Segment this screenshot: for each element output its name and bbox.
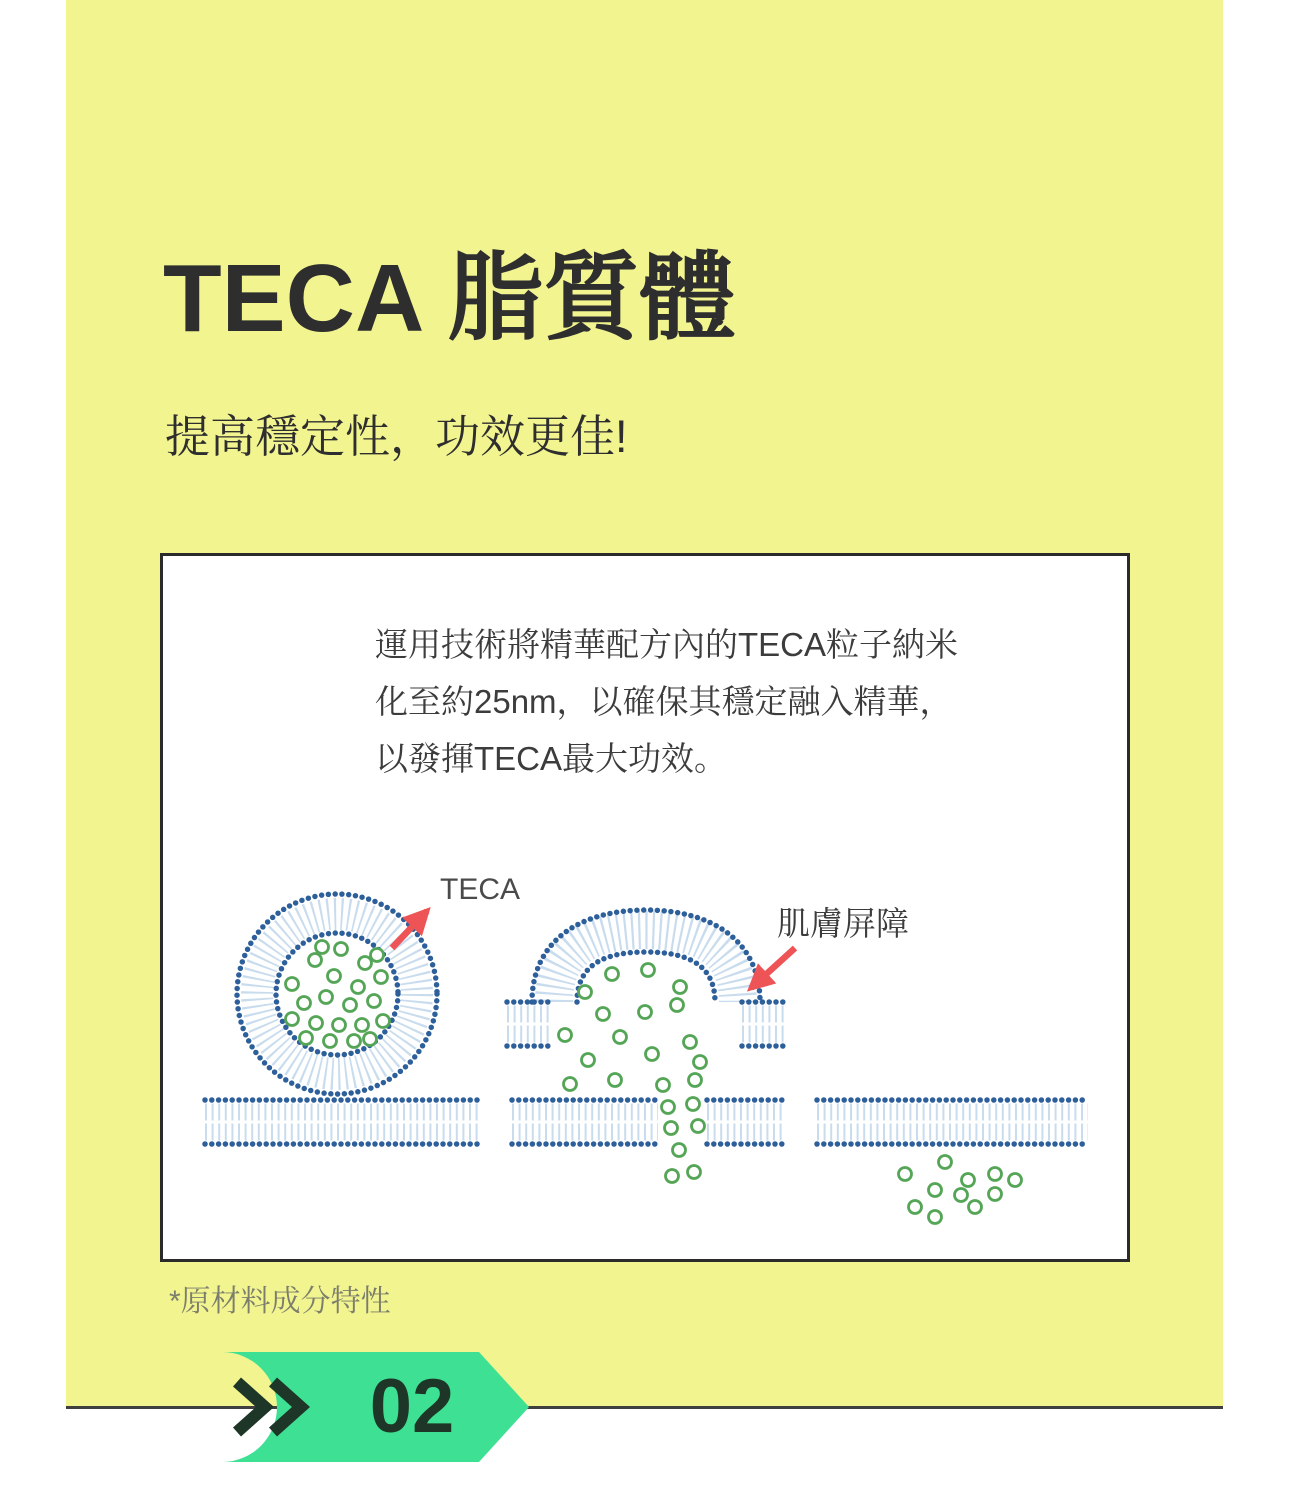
teca-particle xyxy=(684,1036,697,1049)
step-badge xyxy=(167,1352,529,1462)
teca-particle xyxy=(666,1170,679,1183)
teca-particle xyxy=(909,1201,922,1214)
liposome-intact xyxy=(237,894,437,1094)
teca-particle xyxy=(665,1122,678,1135)
badge-number: 02 xyxy=(369,1364,455,1449)
step-badge-graphic xyxy=(167,1352,529,1462)
page-title: TECA 脂質體 xyxy=(163,245,736,352)
teca-particle xyxy=(310,1017,323,1030)
liposome-fusing-dome xyxy=(532,910,760,1002)
liposome-penetration-diagram xyxy=(163,845,1127,1259)
teca-particle xyxy=(657,1079,670,1092)
info-box xyxy=(160,553,1130,1262)
teca-particle xyxy=(324,1035,337,1048)
teca-particle xyxy=(692,1120,705,1133)
teca-particle xyxy=(969,1201,982,1214)
teca-particle xyxy=(929,1184,942,1197)
teca-particle xyxy=(559,1029,572,1042)
teca-label: TECA xyxy=(440,873,521,906)
paragraph-line: 以發揮TECA最大功效。 xyxy=(375,740,728,777)
teca-particle xyxy=(689,1074,702,1087)
teca-particle xyxy=(674,981,687,994)
teca-particle xyxy=(687,1098,700,1111)
teca-particle xyxy=(348,1035,361,1048)
teca-particle xyxy=(614,1031,627,1044)
teca-particle xyxy=(606,968,619,981)
paragraph-line: 化至約25nm，以確保其穩定融入精華， xyxy=(375,683,953,720)
teca-particle xyxy=(673,1144,686,1157)
teca-particle xyxy=(688,1166,701,1179)
teca-particle xyxy=(694,1056,707,1069)
teca-particle xyxy=(646,1048,659,1061)
teca-particle xyxy=(364,1033,377,1046)
description-paragraph xyxy=(375,616,958,787)
teca-particle xyxy=(989,1188,1002,1201)
teca-particle xyxy=(359,957,372,970)
teca-particle xyxy=(962,1174,975,1187)
teca-particle-groups xyxy=(286,941,1022,1224)
teca-particle xyxy=(899,1168,912,1181)
teca-particle xyxy=(579,986,592,999)
teca-particle xyxy=(328,970,341,983)
teca-particle xyxy=(352,981,365,994)
teca-particle xyxy=(671,999,684,1012)
footnote: *原材料成分特性 xyxy=(169,1285,391,1318)
teca-particle xyxy=(939,1156,952,1169)
teca-particle xyxy=(582,1054,595,1067)
skin-barrier-arrow xyxy=(751,948,795,988)
teca-particle xyxy=(597,1008,610,1021)
teca-particle xyxy=(375,971,388,984)
teca-particle xyxy=(955,1189,968,1202)
skin-barrier-label: 肌膚屏障 xyxy=(777,905,909,942)
teca-particle xyxy=(298,997,311,1010)
liposome-lipid-fan xyxy=(257,914,417,1074)
teca-particle xyxy=(929,1211,942,1224)
teca-particle xyxy=(316,941,329,954)
teca-particle xyxy=(989,1168,1002,1181)
yellow-panel xyxy=(66,0,1223,1449)
paragraph-line: 運用技術將精華配方內的TECA粒子納米 xyxy=(375,626,959,663)
teca-particle xyxy=(368,995,381,1008)
teca-particle xyxy=(356,1019,369,1032)
teca-particle xyxy=(286,978,299,991)
teca-particle xyxy=(1009,1174,1022,1187)
teca-particle xyxy=(564,1078,577,1091)
teca-particle xyxy=(662,1101,675,1114)
teca-particle xyxy=(309,954,322,967)
teca-particle xyxy=(344,999,357,1012)
teca-particle xyxy=(286,1013,299,1026)
teca-particle xyxy=(335,943,348,956)
teca-particle xyxy=(371,949,384,962)
teca-particle xyxy=(320,991,333,1004)
teca-particle xyxy=(609,1074,622,1087)
teca-particle xyxy=(333,1019,346,1032)
teca-particle xyxy=(300,1032,313,1045)
teca-particle xyxy=(377,1015,390,1028)
teca-particle xyxy=(642,964,655,977)
teca-particle xyxy=(639,1006,652,1019)
page-subtitle: 提高穩定性，功效更佳! xyxy=(165,411,628,462)
